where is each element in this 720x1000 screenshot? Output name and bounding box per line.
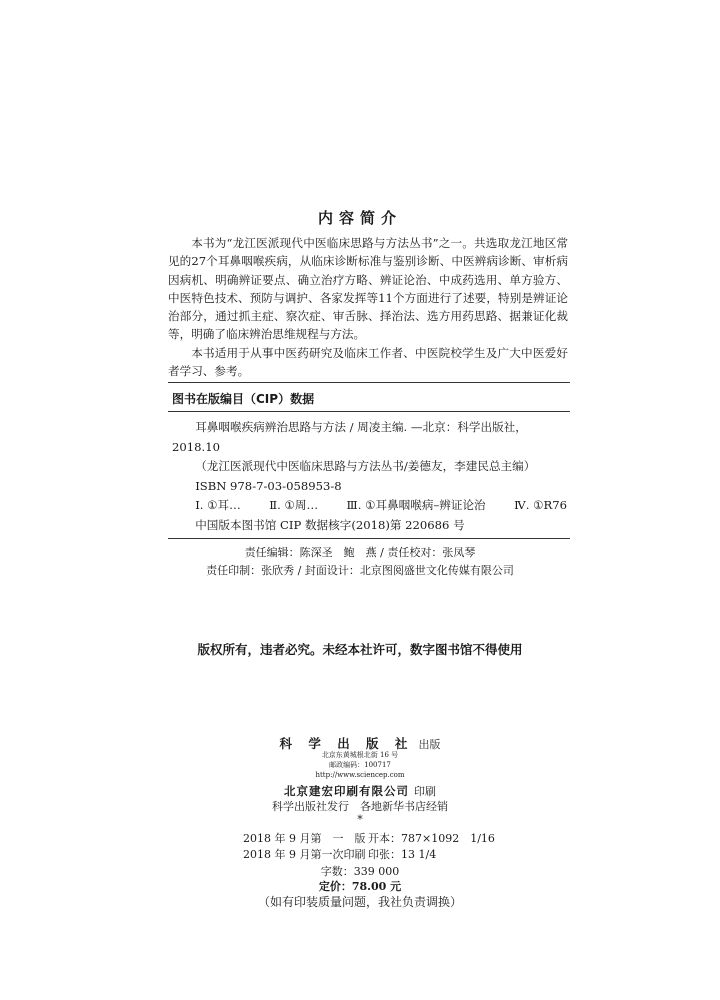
price: 定价：78.00 元 [318, 880, 402, 893]
cip-class-item: Ⅳ. ①R76 [514, 498, 567, 513]
format-info: 开本：787×1092 1/16 [368, 832, 495, 845]
word-count: 字数：339 000 [320, 865, 400, 878]
summary-paragraph: 本书为“龙江医派现代中医临床思路与方法丛书”之一。共选取龙江地区常见的27个耳鼻咽喉疾病，从临床诊断标准与鉴别诊断、中医辨病诊断、审析病因病机、明确辨证要点、确立治疗方略、辨证论治、中成药选用、单方验方、中医特色技术、预防与调护、各家发挥等11个方面进行了述要，特别是辨证论治部分，通过抓主症、察次症、审舌脉、择治法、选方用药思路、据兼证化裁等，明确了临床辨治思维规程与方法。 [168, 236, 568, 342]
printing-info: 2018 年 9 月第一次印刷 [243, 848, 366, 861]
printer-action: 印刷 [414, 785, 437, 798]
publisher-name: 科 学 出 版 社 [279, 736, 414, 751]
cip-class-item: Ⅱ. ①周… [269, 498, 319, 513]
publisher-url: http://www.sciencep.com [315, 771, 405, 779]
printer-line [0, 780, 720, 799]
cip-classification [172, 496, 567, 516]
cip-block [172, 418, 567, 536]
cip-series: （龙江医派现代中医临床思路与方法丛书/姜德友，李建民总主编） [195, 459, 536, 474]
divider-line [168, 411, 570, 412]
publisher-address: 北京东黄城根北街 16 号 [321, 751, 399, 759]
distribution-line: 科学出版社发行 各地新华书店经销 [272, 800, 448, 813]
summary-paragraph: 本书适用于从事中医药研究及临床工作者、中医院校学生及广大中医爱好者学习、参考。 [168, 345, 568, 379]
copyright-notice: 版权所有，违者必究。未经本社许可，数字图书馆不得使用 [197, 642, 523, 657]
divider-line [168, 382, 570, 383]
printer-name: 北京建宏印刷有限公司 [283, 784, 409, 798]
cip-citation-date: 2018.10 [172, 439, 220, 454]
print-design-credits: 责任印制：张欣秀 / 封面设计：北京图阅盛世文化传媒有限公司 [206, 564, 514, 577]
cip-class-item: Ⅲ. ①耳鼻咽喉病–辨证论治 [346, 498, 486, 513]
publisher-action: 出版 [418, 738, 441, 751]
cip-class-item: Ⅰ. ①耳… [195, 498, 241, 513]
quality-note: （如有印装质量问题，我社负责调换） [257, 895, 462, 909]
sheets-info: 印张：13 1/4 [368, 848, 437, 861]
cip-heading: 图书在版编目（CIP）数据 [172, 392, 315, 406]
editor-credits: 责任编辑：陈深圣 鲍 燕 / 责任校对：张凤琴 [244, 546, 476, 559]
publisher-line [0, 733, 720, 752]
cip-isbn: ISBN 978-7-03-058953-8 [195, 478, 342, 493]
cip-citation: 耳鼻咽喉疾病辨治思路与方法 / 周凌主编. —北京：科学出版社， [195, 420, 527, 434]
summary-title: 内容简介 [317, 209, 402, 227]
summary-body [168, 234, 568, 380]
publisher-postcode: 邮政编码：100717 [329, 761, 391, 769]
edition-info: 2018 年 9 月第 一 版 [243, 832, 366, 845]
separator-star: * [357, 813, 363, 826]
cip-number: 中国版本图书馆 CIP 数据核字(2018)第 220686 号 [195, 517, 465, 532]
divider-line [168, 538, 570, 539]
